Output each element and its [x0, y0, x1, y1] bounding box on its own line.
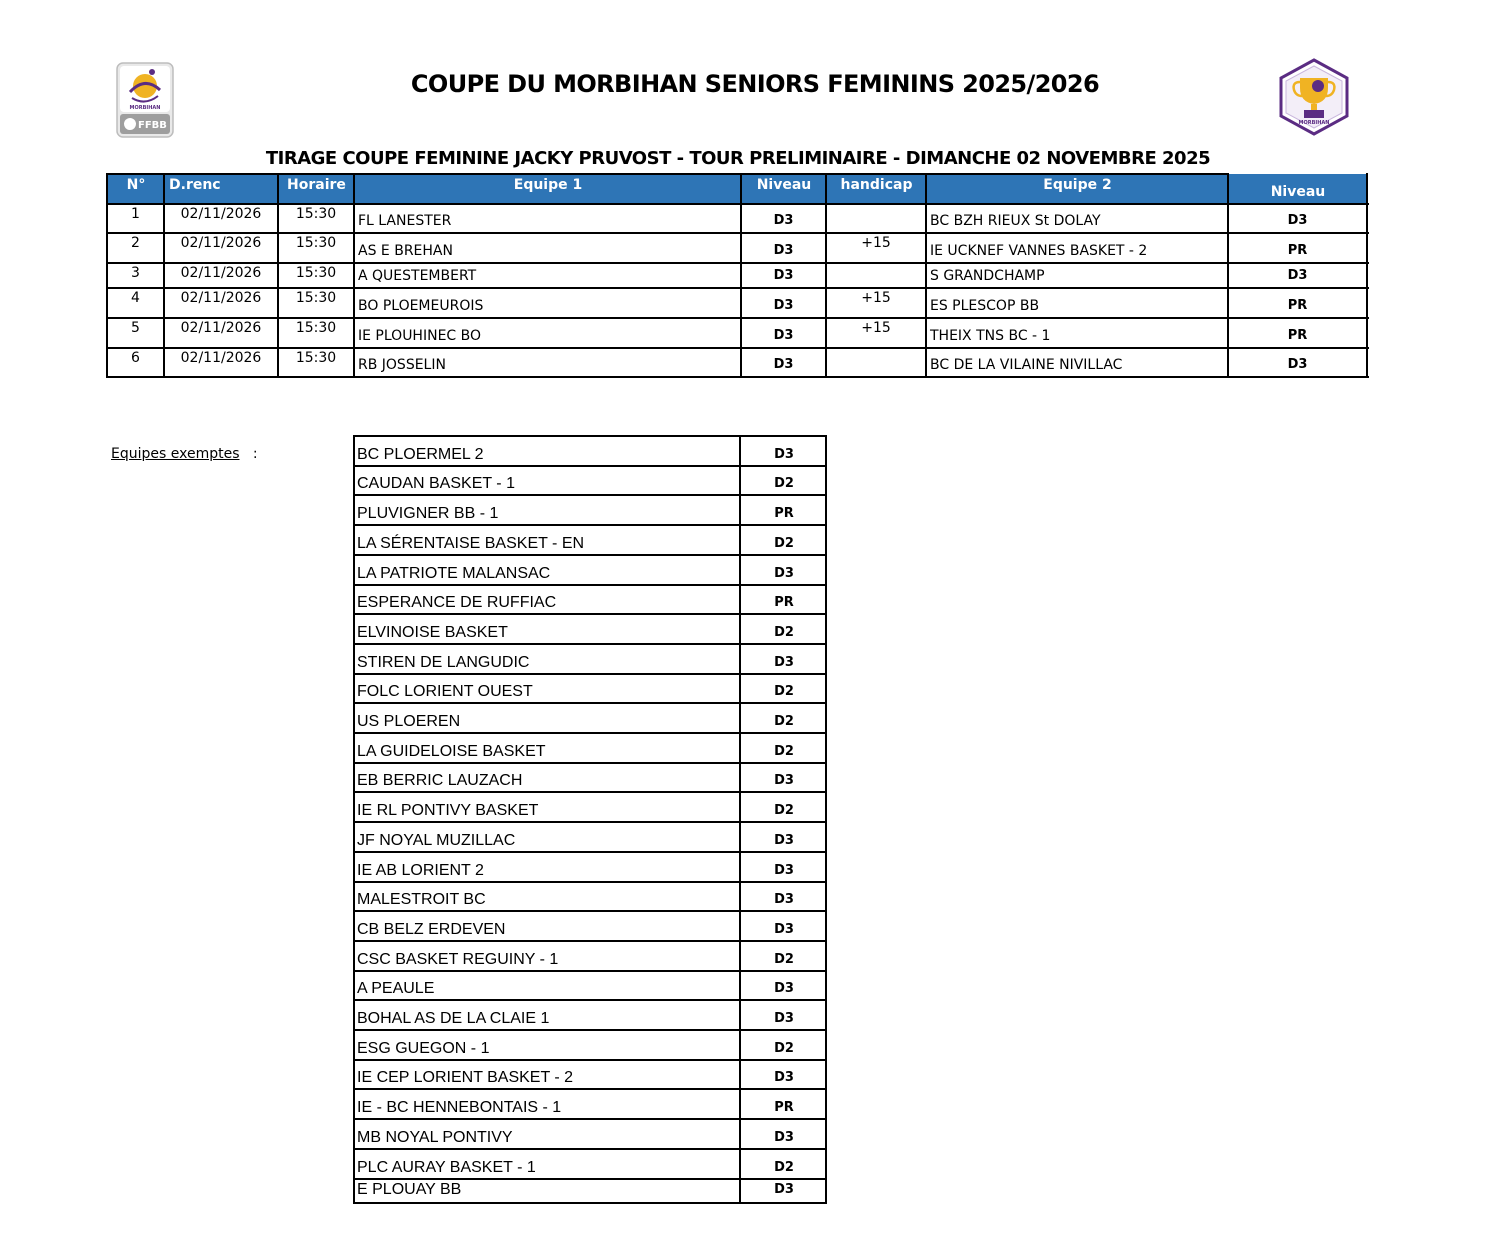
row-divider: [353, 1148, 827, 1150]
cell-level1: D3: [773, 298, 794, 313]
exempt-team-level: D3: [774, 773, 794, 788]
exempt-team-row: [353, 1060, 827, 1089]
exempt-team-level: D3: [774, 1011, 794, 1026]
cell-n: 5: [131, 320, 140, 336]
row-divider: [353, 1059, 827, 1061]
cell-level1: D3: [773, 357, 794, 372]
page-title: COUPE DU MORBIHAN SENIORS FEMININS 2025/2026: [410, 70, 1100, 98]
cell-n: 2: [131, 235, 140, 251]
cell-handicap: +15: [861, 320, 891, 336]
row-divider: [353, 999, 827, 1001]
cell-date: 02/11/2026: [180, 235, 262, 251]
exempt-team-level: PR: [774, 1100, 794, 1115]
exempt-team-row: [353, 495, 827, 525]
column-header-4: Equipe 1: [354, 173, 741, 203]
column-divider: [925, 173, 927, 378]
row-divider: [353, 702, 827, 704]
cell-n: 4: [131, 290, 140, 306]
exempt-team-name: ESPERANCE DE RUFFIAC: [357, 594, 557, 611]
exempt-team-row: [353, 1089, 827, 1119]
cell-date: 02/11/2026: [180, 290, 262, 306]
exempt-team-name: PLUVIGNER BB - 1: [357, 505, 499, 522]
exempt-team-name: CSC BASKET REGUINY - 1: [357, 951, 559, 968]
cell-time: 15:30: [295, 320, 337, 336]
cell-team2: THEIX TNS BC - 1: [930, 328, 1051, 344]
cell-time: 15:30: [295, 265, 337, 281]
exempt-team-name: CAUDAN BASKET - 1: [357, 475, 515, 492]
svg-text:MORBIHAN: MORBIHAN: [1298, 120, 1330, 126]
exempt-team-row: [353, 971, 827, 1000]
exempt-team-row: [353, 911, 827, 941]
exempt-team-level: D2: [774, 803, 794, 818]
cell-team1: AS E BREHAN: [358, 243, 453, 259]
exempt-team-name: ELVINOISE BASKET: [357, 624, 508, 641]
cell-team2: BC BZH RIEUX St DOLAY: [930, 213, 1101, 229]
exempt-team-level: D2: [774, 1041, 794, 1056]
exempt-team-level: D3: [774, 892, 794, 907]
cell-date: 02/11/2026: [180, 320, 262, 336]
exempt-team-name: MALESTROIT BC: [357, 891, 486, 908]
exempt-team-row: [353, 733, 827, 763]
row-divider: [353, 494, 827, 496]
row-divider: [353, 940, 827, 942]
row-divider: [353, 910, 827, 912]
row-divider: [353, 1178, 827, 1180]
exempt-team-row: [353, 792, 827, 822]
cell-date: 02/11/2026: [180, 206, 262, 222]
column-divider: [740, 173, 742, 378]
cell-n: 1: [131, 206, 140, 222]
cell-time: 15:30: [295, 206, 337, 222]
exempt-label-text: Equipes exemptes: [111, 446, 240, 462]
column-header-2: D.renc: [164, 173, 278, 203]
coupe-morbihan-logo: [1278, 58, 1350, 136]
cell-level1: D3: [773, 243, 794, 258]
column-divider: [825, 435, 827, 1203]
column-divider: [1227, 173, 1229, 378]
exempt-team-row: [353, 525, 827, 555]
column-header-5: Niveau: [741, 173, 826, 203]
exempt-team-level: PR: [774, 506, 794, 521]
exempt-team-row: [353, 1179, 827, 1203]
exempt-team-row: [353, 674, 827, 703]
exempt-team-row: [353, 1119, 827, 1149]
exempt-team-name: FOLC LORIENT OUEST: [357, 683, 533, 700]
row-divider: [353, 762, 827, 764]
cell-team1: IE PLOUHINEC BO: [358, 328, 482, 344]
row-divider: [107, 203, 1369, 205]
cell-team1: FL LANESTER: [358, 213, 452, 229]
exempt-team-level: D3: [774, 1130, 794, 1145]
exempt-team-level: D2: [774, 744, 794, 759]
row-divider: [107, 347, 1369, 349]
table-bottom-border: [353, 1202, 827, 1204]
cell-level2: PR: [1287, 243, 1308, 258]
cell-team1: A QUESTEMBERT: [358, 268, 477, 284]
exempt-label-colon: :: [252, 446, 258, 462]
column-divider: [353, 173, 355, 378]
cell-handicap: +15: [861, 235, 891, 251]
svg-text:MORBIHAN: MORBIHAN: [129, 105, 161, 111]
cell-team1: RB JOSSELIN: [358, 357, 446, 373]
cell-team1: BO PLOEMEUROIS: [358, 298, 484, 314]
exempt-team-level: D3: [774, 981, 794, 996]
cell-level2: PR: [1287, 298, 1308, 313]
exempt-team-level: D3: [774, 833, 794, 848]
cell-time: 15:30: [295, 290, 337, 306]
exempt-team-row: [353, 466, 827, 495]
cell-n: 3: [131, 265, 140, 281]
row-divider: [353, 613, 827, 615]
column-divider: [353, 435, 355, 1203]
cell-team2: IE UCKNEF VANNES BASKET - 2: [930, 243, 1148, 259]
exempt-team-row: [353, 703, 827, 733]
row-divider: [353, 524, 827, 526]
table-top-border: [107, 173, 1229, 175]
cell-level2: D3: [1287, 357, 1308, 372]
row-divider: [353, 1118, 827, 1120]
exempt-team-name: LA PATRIOTE MALANSAC: [357, 565, 551, 582]
exempt-team-name: US PLOEREN: [357, 713, 461, 730]
cell-level2: D3: [1287, 268, 1308, 283]
exempt-team-name: PLC AURAY BASKET - 1: [357, 1159, 536, 1176]
exempt-team-row: [353, 941, 827, 971]
row-divider: [107, 376, 1369, 378]
exempt-team-level: D3: [774, 863, 794, 878]
exempt-team-name: BOHAL AS DE LA CLAIE 1: [357, 1010, 550, 1027]
exempt-team-name: A PEAULE: [357, 980, 435, 997]
column-divider: [106, 173, 108, 378]
exempt-team-level: D2: [774, 625, 794, 640]
row-divider: [353, 1029, 827, 1031]
exempt-team-name: CB BELZ ERDEVEN: [357, 921, 506, 938]
exempt-team-row: [353, 1030, 827, 1060]
exempt-team-level: D3: [774, 1182, 794, 1197]
row-divider: [353, 732, 827, 734]
exempt-team-name: E PLOUAY BB: [357, 1181, 462, 1198]
row-divider: [353, 881, 827, 883]
row-divider: [353, 673, 827, 675]
column-divider: [825, 173, 827, 378]
exempt-team-name: EB BERRIC LAUZACH: [357, 772, 523, 789]
exempt-team-level: D2: [774, 714, 794, 729]
cell-time: 15:30: [295, 350, 337, 366]
cell-date: 02/11/2026: [180, 265, 262, 281]
cell-team2: BC DE LA VILAINE NIVILLAC: [930, 357, 1123, 373]
cell-level2: PR: [1287, 328, 1308, 343]
row-divider: [353, 851, 827, 853]
exempt-team-row: [353, 1149, 827, 1179]
exempt-team-row: [353, 763, 827, 792]
row-divider: [353, 465, 827, 467]
cell-handicap: +15: [861, 290, 891, 306]
column-divider: [1366, 173, 1368, 378]
exempt-team-row: [353, 1000, 827, 1030]
exempt-team-level: PR: [774, 595, 794, 610]
row-divider: [353, 554, 827, 556]
exempt-team-level: D3: [774, 655, 794, 670]
row-divider: [353, 970, 827, 972]
exempt-team-name: LA GUIDELOISE BASKET: [357, 743, 546, 760]
column-header-1: N°: [107, 173, 164, 203]
svg-text:FFBB: FFBB: [138, 120, 167, 131]
exempt-teams-label: [111, 446, 258, 462]
exempt-team-name: LA SÉRENTAISE BASKET - EN: [357, 535, 585, 552]
cell-level1: D3: [773, 268, 794, 283]
exempt-team-name: IE AB LORIENT 2: [357, 862, 484, 879]
cell-date: 02/11/2026: [180, 350, 262, 366]
column-divider: [163, 173, 165, 378]
exempt-team-name: JF NOYAL MUZILLAC: [357, 832, 516, 849]
cell-team2: ES PLESCOP BB: [930, 298, 1040, 314]
exempt-team-level: D2: [774, 952, 794, 967]
exempt-team-level: D2: [774, 536, 794, 551]
row-divider: [353, 1088, 827, 1090]
exempt-team-row: [353, 644, 827, 674]
cell-level2: D3: [1287, 213, 1308, 228]
exempt-team-name: IE CEP LORIENT BASKET - 2: [357, 1069, 574, 1086]
exempt-team-row: [353, 614, 827, 644]
exempt-team-name: BC PLOERMEL 2: [357, 446, 484, 463]
exempt-team-name: ESG GUEGON - 1: [357, 1040, 490, 1057]
column-header-3: Horaire: [278, 173, 354, 203]
row-divider: [353, 791, 827, 793]
exempt-team-name: IE - BC HENNEBONTAIS - 1: [357, 1099, 562, 1116]
exempt-team-level: D3: [774, 1070, 794, 1085]
exempt-team-level: D3: [774, 566, 794, 581]
cell-team2: S GRANDCHAMP: [930, 268, 1045, 284]
column-divider: [277, 173, 279, 378]
column-header-7: Equipe 2: [926, 173, 1228, 203]
exempt-team-level: D3: [774, 447, 794, 462]
exempt-team-level: D2: [774, 476, 794, 491]
exempt-team-row: [353, 555, 827, 585]
cell-level1: D3: [773, 213, 794, 228]
row-divider: [353, 584, 827, 586]
exempt-team-row: [353, 852, 827, 882]
exempt-team-row: [353, 822, 827, 852]
exempt-team-level: D2: [774, 684, 794, 699]
row-divider: [353, 821, 827, 823]
row-divider: [107, 317, 1369, 319]
cell-time: 15:30: [295, 235, 337, 251]
exempt-team-level: D2: [774, 1160, 794, 1175]
exempt-team-row: [353, 436, 827, 466]
row-divider: [353, 643, 827, 645]
row-divider: [353, 435, 827, 437]
draw-subtitle: TIRAGE COUPE FEMININE JACKY PRUVOST - TOUR PRELIMINAIRE - DIMANCHE 02 NOVEMBRE 2025: [265, 148, 1211, 169]
cell-n: 6: [131, 350, 140, 366]
exempt-team-name: MB NOYAL PONTIVY: [357, 1129, 513, 1146]
exempt-team-name: IE RL PONTIVY BASKET: [357, 802, 539, 819]
column-divider: [739, 435, 741, 1203]
cell-level1: D3: [773, 328, 794, 343]
exempt-team-level: D3: [774, 922, 794, 937]
column-header-6: handicap: [826, 173, 926, 203]
column-header-8: Niveau: [1228, 174, 1367, 205]
trophy-icon: [1278, 58, 1350, 136]
exempt-team-name: STIREN DE LANGUDIC: [357, 654, 530, 671]
exempt-team-row: [353, 882, 827, 911]
row-divider: [107, 287, 1369, 289]
row-divider: [107, 262, 1369, 264]
row-divider: [107, 232, 1369, 234]
exempt-team-row: [353, 585, 827, 614]
